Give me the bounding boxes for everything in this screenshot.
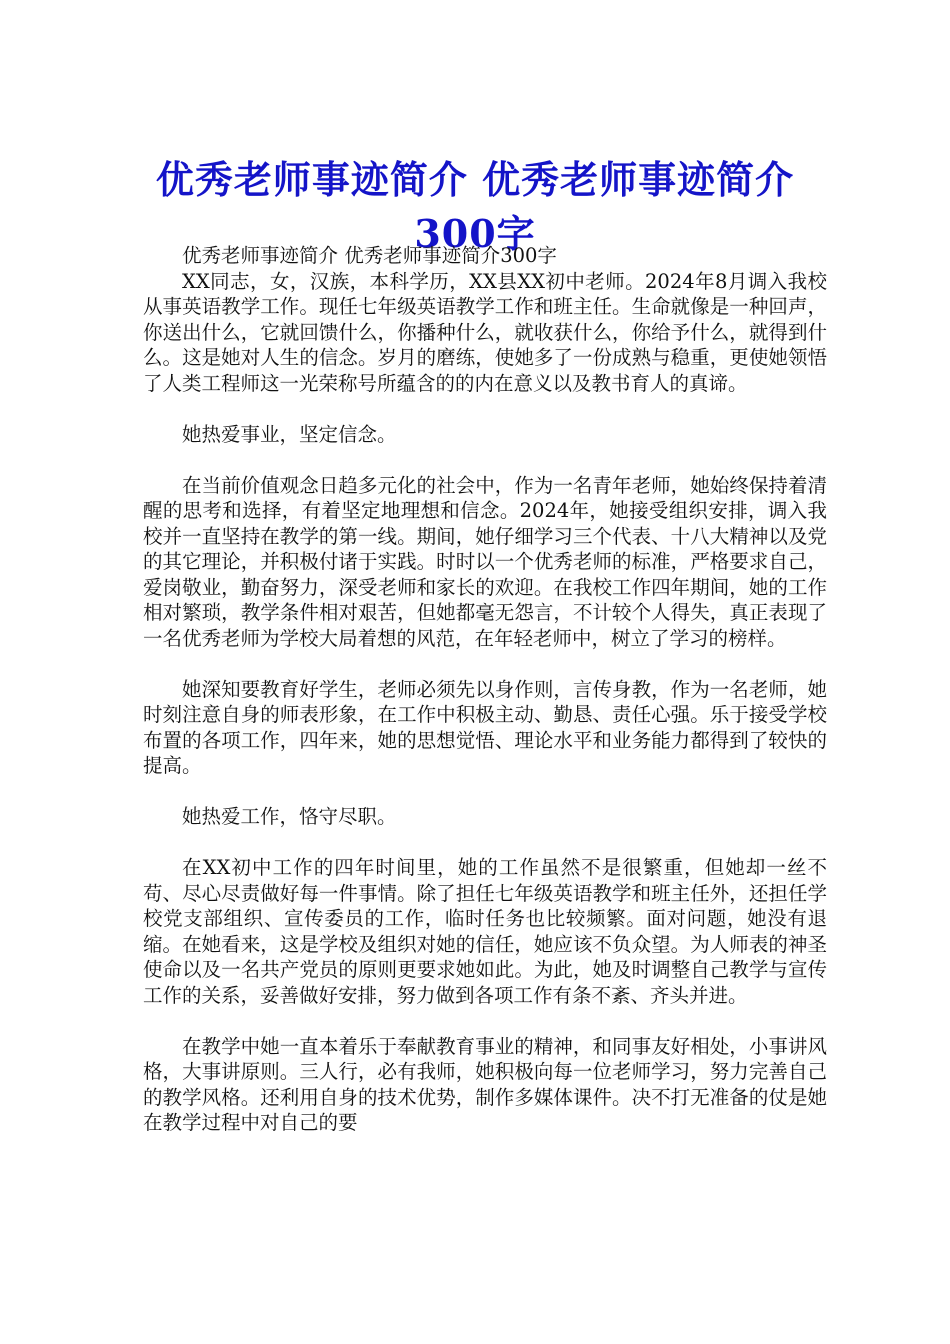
paragraph-spacer xyxy=(143,1008,827,1034)
paragraph-example: 她深知要教育好学生，老师必须先以身作则，言传身教，作为一名老师，她时刻注意自身的师表形象，在工作中积极主动、勤恳、责任心强。乐于接受学校布置的各项工作，四年来，她的思想觉悟、理论水平和业务能力都得到了较快的提高。 xyxy=(143,677,827,777)
paragraph-spacer xyxy=(143,779,827,805)
paragraph-subtitle: 优秀老师事迹简介 优秀老师事迹简介300字 xyxy=(182,244,557,267)
paragraph-work: 在XX初中工作的四年时间里，她的工作虽然不是很繁重，但她却一丝不苟、尽心尽责做好每一件事情。除了担任七年级英语教学和班主任外，还担任学校党支部组织、宣传委员的工作，临时任务也比较频繁。面对问题，她没有退缩。在她看来，这是学校及组织对她的信任，她应该不负众望。为人师表的神圣使命以及一名共产党员的原则更要求她如此。为此，她及时调整自己教学与宣传工作的关系，妥善做好安排，努力做到各项工作有条不紊、齐头并进。 xyxy=(143,856,827,1007)
paragraph-career: 在当前价值观念日趋多元化的社会中，作为一名青年老师，她始终保持着清醒的思考和选择，有着坚定地理想和信念。2024年，她接受组织安排，调入我校并一直坚持在教学的第一线。期间，她仔细学习三个代表、十八大精神以及党的其它理论，并积极付诸于实践。时时以一个优秀老师的标准，严格要求自己，爱岗敬业，勤奋努力，深受老师和家长的欢迎。在我校工作四年期间，她的工作相对繁琐，教学条件相对艰苦，但她都毫无怨言，不计较个人得失，真正表现了一名优秀老师为学校大局着想的风范，在年轻老师中，树立了学习的榜样。 xyxy=(143,473,827,650)
paragraph-spacer xyxy=(143,651,827,677)
paragraph-spacer xyxy=(143,830,827,856)
paragraph-heading-career: 她热爱事业，坚定信念。 xyxy=(182,422,397,446)
paragraph-teaching: 在教学中她一直本着乐于奉献教育事业的精神，和同事友好相处，小事讲风格，大事讲原则。三人行，必有我师，她积极向每一位老师学习，努力完善自己的教学风格。还利用自身的技术优势，制作多媒体课件。决不打无准备的仗是她在教学过程中对自己的要 xyxy=(143,1034,827,1134)
paragraph-spacer xyxy=(143,396,827,422)
document-title: 优秀老师事迹简介 优秀老师事迹简介300字 xyxy=(155,157,795,257)
paragraph-heading-work: 她热爱工作，恪守尽职。 xyxy=(182,805,397,828)
paragraph-spacer xyxy=(143,447,827,473)
document-body xyxy=(143,243,827,1136)
paragraph-intro: XX同志，女，汉族，本科学历，XX县XX初中老师。2024年8月调入我校从事英语教学工作。现任七年级英语教学工作和班主任。生命就像是一种回声，你送出什么，它就回馈什么，你播种什么，就收获什么，你给予什么，就得到什么。这是她对人生的信念。岁月的磨练，使她多了一份成熟与稳重，更使她领悟了人类工程师这一光荣称号所蕴含的的内在意义以及教书育人的真谛。 xyxy=(143,269,827,395)
